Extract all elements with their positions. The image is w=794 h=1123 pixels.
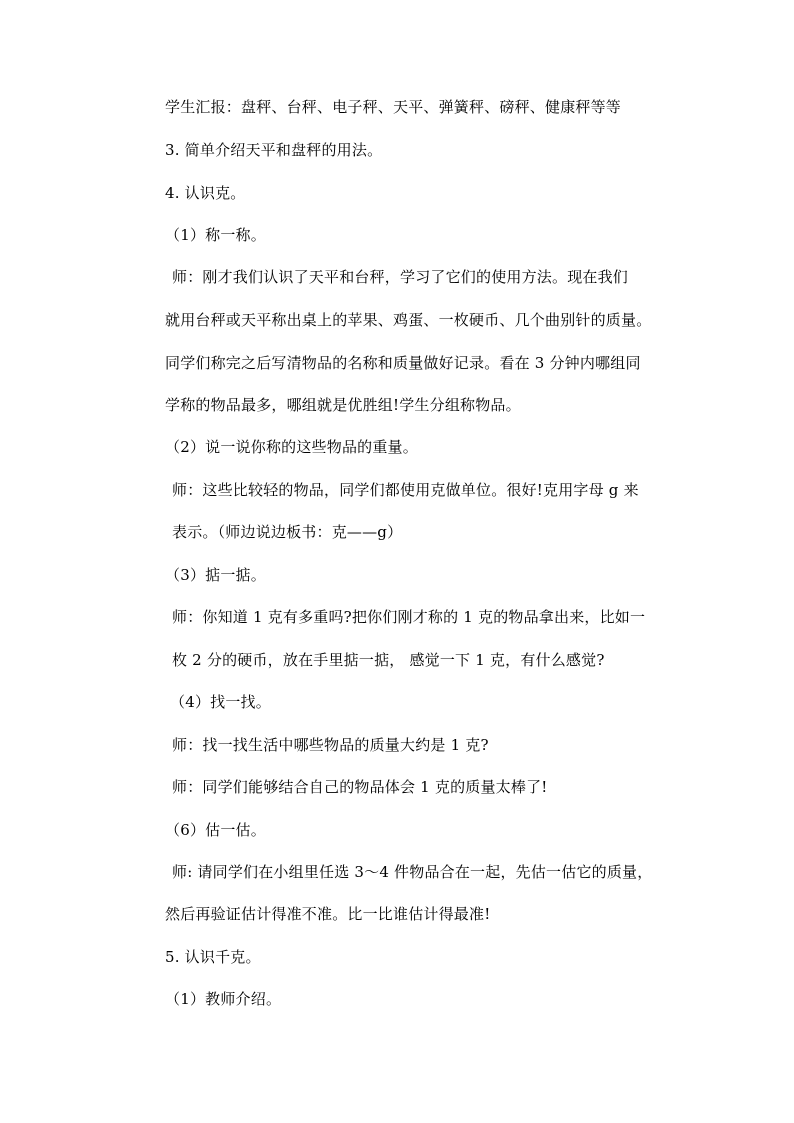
text-line: 3. 简单介绍天平和盘秤的用法。 [165,141,383,159]
text-line: 表示。（师边说边板书：克——g） [172,523,403,541]
text-line: （4）找一找。 [170,693,271,711]
text-line: 师：找一找生活中哪些物品的质量大约是 1 克? [172,736,489,754]
text-line: 师：同学们能够结合自己的物品体会 1 克的质量太棒了! [172,778,548,796]
text-line: 师: 请同学们在小组里任选 3～4 件物品合在一起，先估一估它的质量， [172,863,653,881]
text-line: （3）掂一掂。 [165,566,266,584]
text-line: 枚 2 分的硬币，放在手里掂一掂， 感觉一下 1 克，有什么感觉? [172,651,605,669]
text-line: 5. 认识千克。 [165,948,261,966]
text-line: 师：你知道 1 克有多重吗?把你们刚才称的 1 克的物品拿出来，比如一 [172,608,646,626]
text-line: （2）说一说你称的这些物品的重量。 [165,438,418,456]
text-line: 同学们称完之后写清物品的名称和质量做好记录。看在 3 分钟内哪组同 [165,354,641,372]
text-line: 4. 认识克。 [165,184,246,202]
text-line: 学称的物品最多，哪组就是优胜组!学生分组称物品。 [165,396,521,414]
text-line: 学生汇报：盘秤、台秤、电子秤、天平、弹簧秤、磅秤、健康秤等等 [165,98,622,116]
text-line: （6）估一估。 [165,821,266,839]
text-line: （1）称一称。 [165,226,266,244]
text-line: 就用台秤或天平称出桌上的苹果、鸡蛋、一枚硬币、几个曲别针的质量。 [165,311,652,329]
text-line: 然后再验证估计得准不准。比一比谁估计得最准! [165,905,491,923]
text-line: 师：刚才我们认识了天平和台秤，学习了它们的使用方法。现在我们 [172,268,629,286]
text-line: 师：这些比较轻的物品，同学们都使用克做单位。很好!克用字母 g 来 [172,481,639,499]
text-line: （1）教师介绍。 [165,990,282,1008]
